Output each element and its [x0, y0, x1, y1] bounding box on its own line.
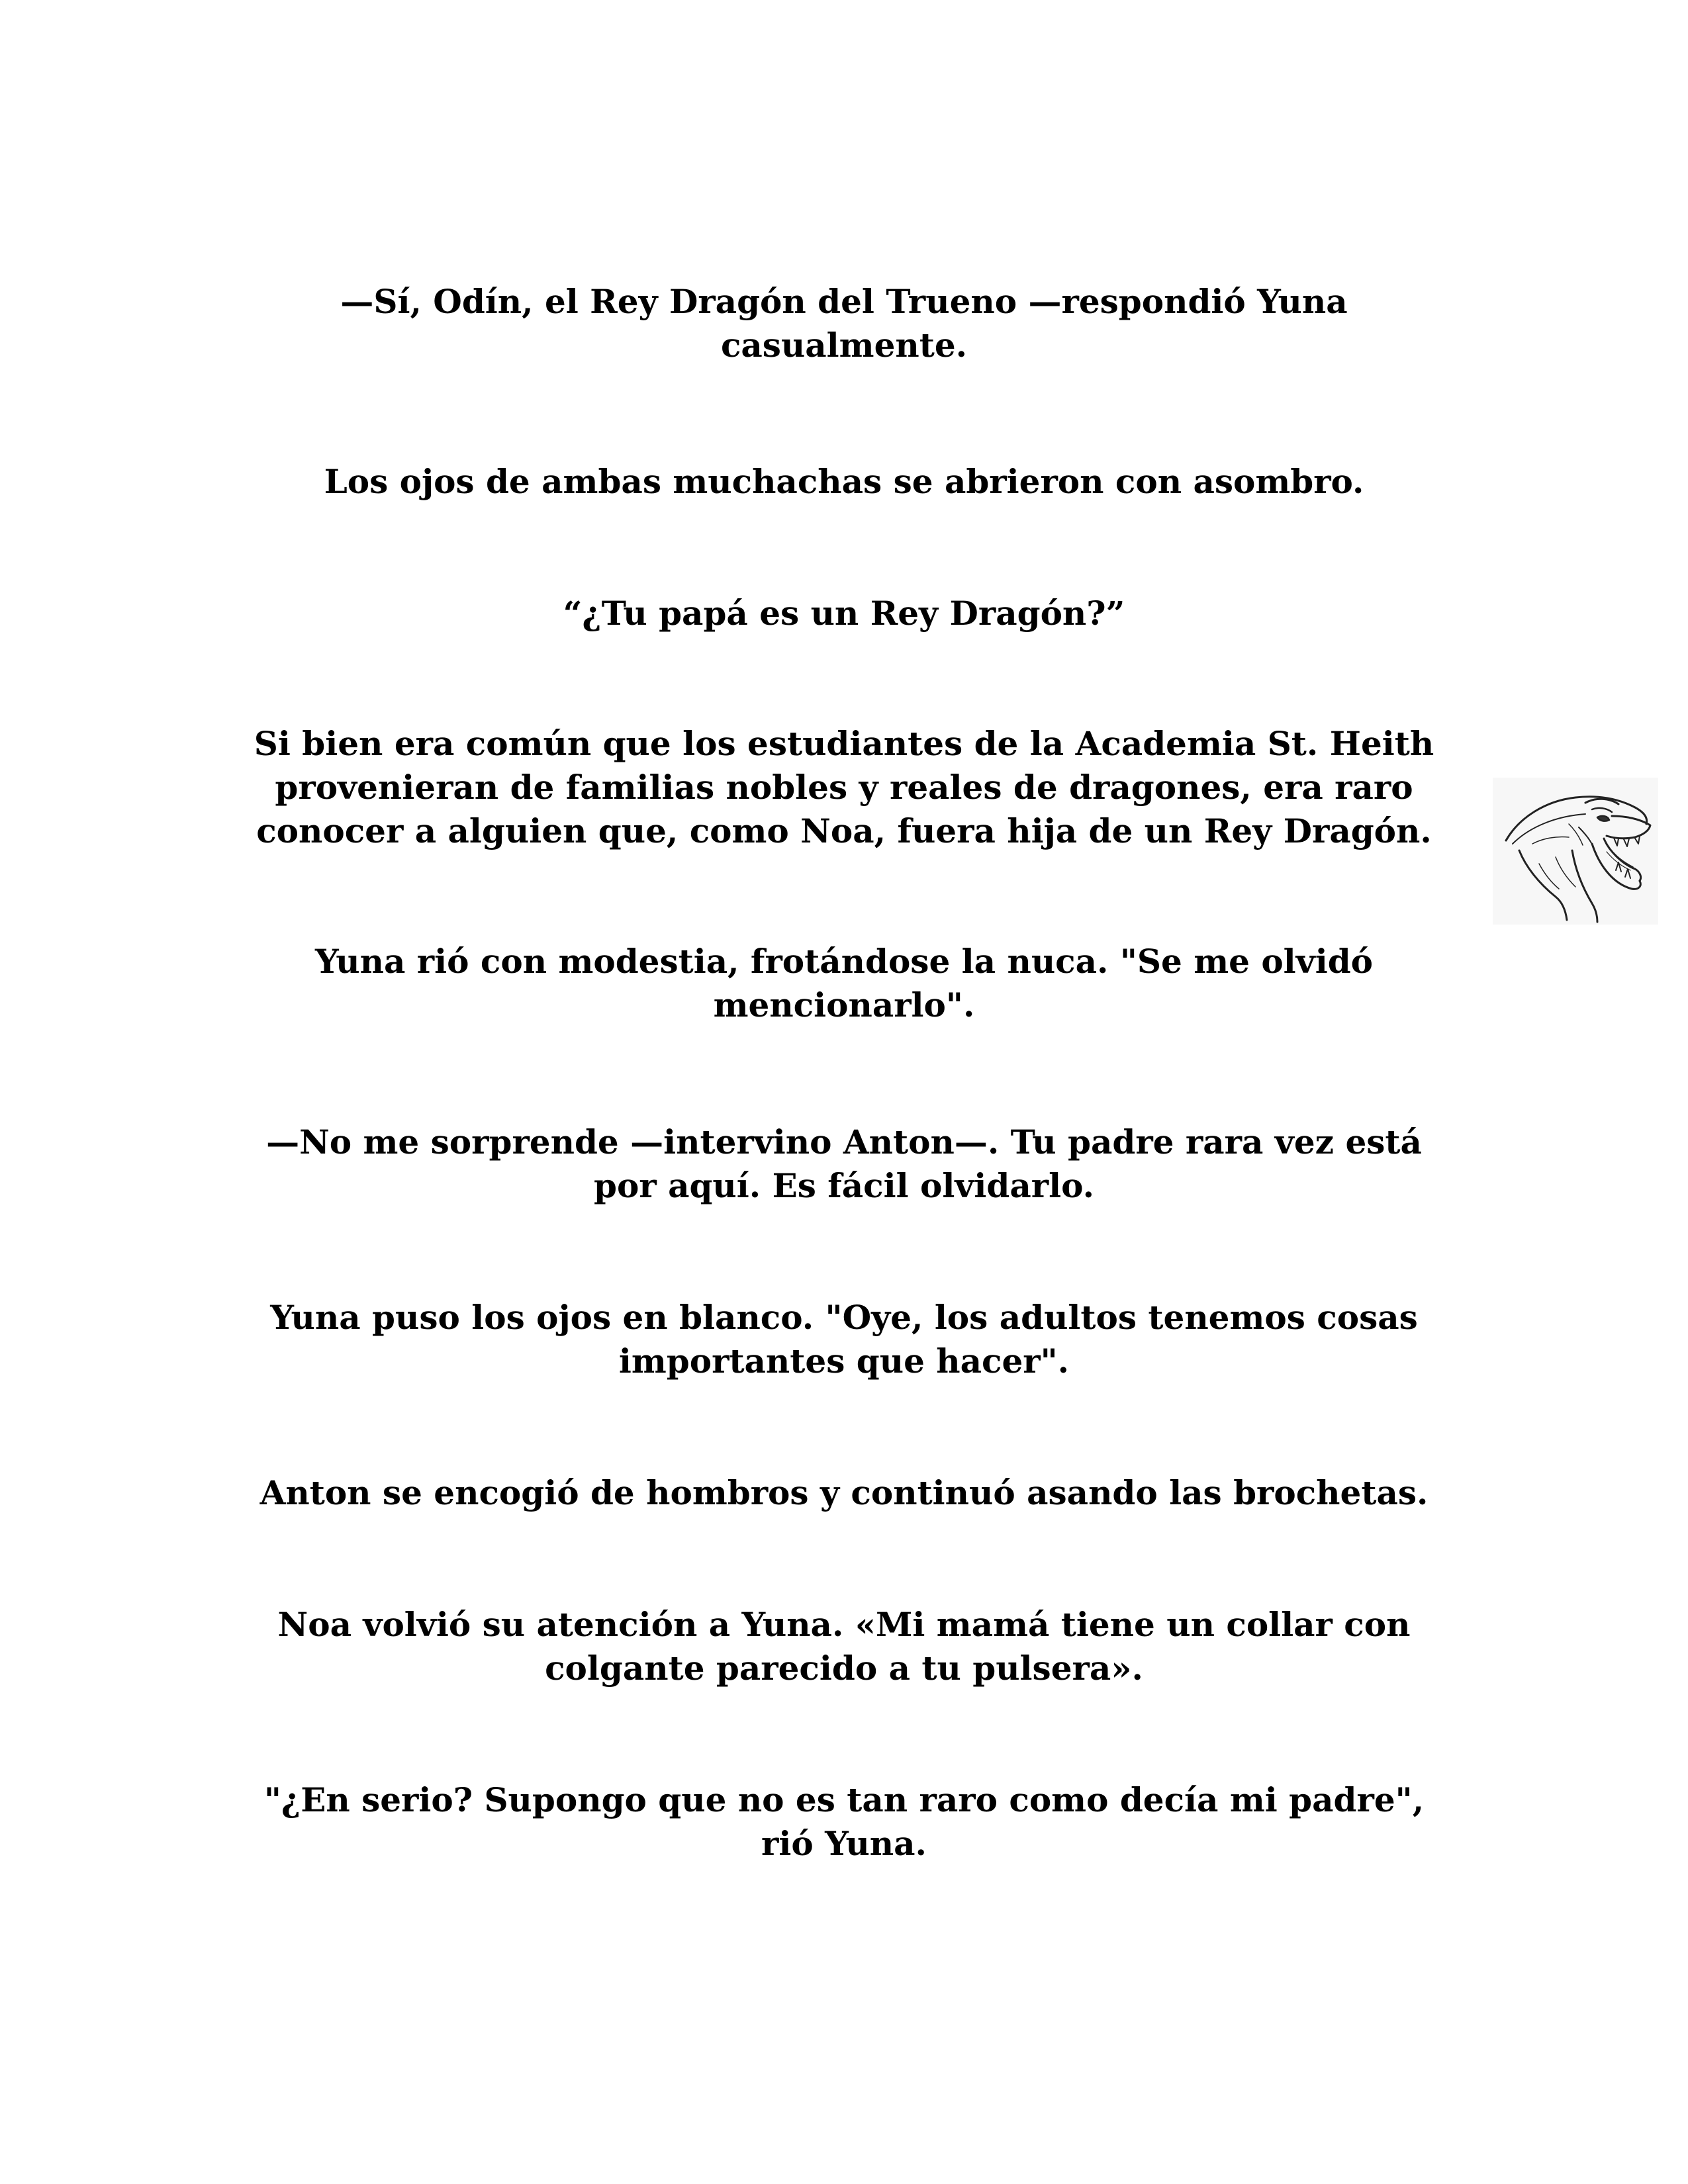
paragraph-7: Yuna puso los ojos en blanco. "Oye, los adultos tenemos cosas importantes que hacer".: [270, 1298, 1418, 1381]
paragraph-1: —Sí, Odín, el Rey Dragón del Trueno —respondió Yuna casualmente.: [340, 282, 1348, 365]
paragraph-6: —No me sorprende —intervino Anton—. Tu padre rara vez está por aquí. Es fácil olvidarlo.: [266, 1122, 1422, 1205]
paragraph-10: "¿En serio? Supongo que no es tan raro como decía mi padre", rió Yuna.: [263, 1780, 1425, 1863]
dragon-head-sketch-icon: [1493, 778, 1658, 925]
paragraph-5: Yuna rió con modestia, frotándose la nuca. "Se me olvidó mencionarlo".: [314, 942, 1374, 1024]
paragraph-3: “¿Tu papá es un Rey Dragón?”: [563, 594, 1125, 633]
paragraph-8: Anton se encogió de hombros y continuó asando las brochetas.: [259, 1473, 1429, 1512]
paragraph-2: Los ojos de ambas muchachas se abrieron con asombro.: [324, 462, 1364, 501]
paragraph-9: Noa volvió su atención a Yuna. «Mi mamá tiene un collar con colgante parecido a tu pulsera».: [277, 1605, 1411, 1688]
paragraph-4: Si bien era común que los estudiantes de la Academia St. Heith provenieran de familias nobles y reales de dragones, era raro conocer a alguien que, como Noa, fuera hija de un Rey Dragón.: [254, 724, 1434, 850]
